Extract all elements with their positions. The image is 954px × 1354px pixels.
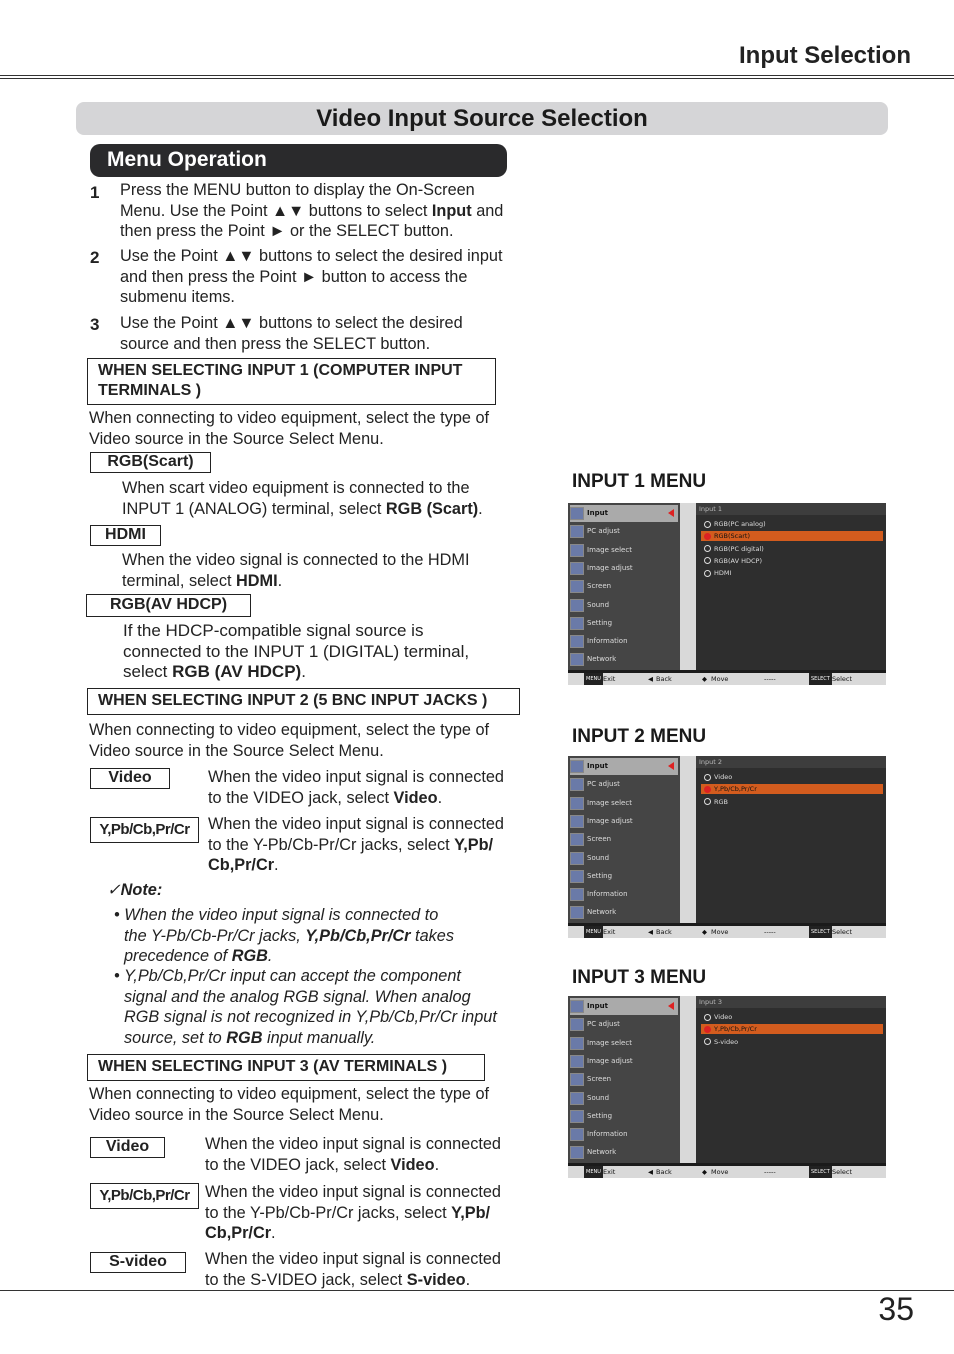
input2-video-desc: When the video input signal is connected to the VIDEO jack, select Video. <box>208 768 504 807</box>
osd-submenu-header: Input 2 <box>696 756 886 768</box>
osd-exit-label: Exit <box>603 675 616 683</box>
radio-icon <box>704 1038 711 1045</box>
osd-menu-item[interactable]: Screen <box>570 578 678 595</box>
screen-icon <box>570 1073 584 1086</box>
select-key-icon: SELECT <box>809 1166 832 1178</box>
osd-exit-label: Exit <box>603 1168 616 1176</box>
step-3-text: Use the Point ▲▼ buttons to select the desired source and then press the SELECT button. <box>120 314 463 353</box>
radio-icon <box>704 533 711 540</box>
screen-icon <box>570 580 584 593</box>
pc-adjust-icon <box>570 1018 584 1031</box>
network-icon <box>570 653 584 666</box>
osd-menu-item[interactable]: Sound <box>570 597 678 614</box>
input-icon <box>570 1000 584 1013</box>
radio-icon <box>704 798 711 805</box>
top-rule-2 <box>0 78 954 79</box>
input-icon <box>570 760 584 773</box>
osd-source-option[interactable]: HDMI <box>701 568 883 578</box>
sound-icon <box>570 599 584 612</box>
osd-menu-item[interactable]: Image select <box>570 795 678 812</box>
osd-source-option[interactable]: RGB(AV HDCP) <box>701 556 883 566</box>
osd-dashes: ----- <box>764 675 776 683</box>
radio-icon <box>704 545 711 552</box>
osd-footer <box>568 673 886 685</box>
input3-intro: When connecting to video equipment, select the type of Video source in the Source Select Menu. <box>89 1085 490 1124</box>
input1-heading: WHEN SELECTING INPUT 1 (COMPUTER INPUT TERMINALS ) <box>87 358 496 405</box>
osd-menu-item[interactable]: Network <box>570 1144 678 1161</box>
image-adjust-icon <box>570 815 584 828</box>
image-adjust-icon <box>570 562 584 575</box>
osd-select-label: Select <box>832 675 853 683</box>
osd-menu-item[interactable]: PC adjust <box>570 1016 678 1033</box>
input3-menu-screenshot <box>568 996 886 1178</box>
note-label: ✓Note: <box>107 881 163 899</box>
osd-menu-item[interactable]: PC adjust <box>570 523 678 540</box>
screen-icon <box>570 833 584 846</box>
osd-source-option[interactable]: Video <box>701 1012 883 1022</box>
osd-move-label: Move <box>711 1168 729 1176</box>
image-select-icon <box>570 1037 584 1050</box>
hdmi-desc: When the video signal is connected to the HDMI terminal, select HDMI. <box>122 551 470 590</box>
rgb-scart-desc: When scart video equipment is connected to the INPUT 1 (ANALOG) terminal, select RGB (Scart). <box>122 479 483 518</box>
osd-arrow-left-icon <box>668 1002 674 1010</box>
osd-menu-item[interactable]: Image adjust <box>570 560 678 577</box>
pc-adjust-icon <box>570 778 584 791</box>
pc-adjust-icon <box>570 525 584 538</box>
input3-menu-label: INPUT 3 MENU <box>572 967 707 988</box>
osd-menu-item[interactable]: Setting <box>570 615 678 632</box>
osd-footer <box>568 1166 886 1178</box>
input2-menu-label: INPUT 2 MENU <box>572 726 707 747</box>
osd-back-label: Back <box>656 928 672 936</box>
osd-menu-item[interactable]: Network <box>570 904 678 921</box>
input3-ypbpr-tag: Y,Pb/Cb,Pr/Cr <box>90 1183 199 1209</box>
menu-key-icon: MENU <box>584 926 603 938</box>
osd-arrow-left-icon <box>668 762 674 770</box>
osd-menu-item[interactable]: Screen <box>570 1071 678 1088</box>
rgb-av-hdcp-tag: RGB(AV HDCP) <box>86 594 251 617</box>
step-1-text: Press the MENU button to display the On-Screen Menu. Use the Point ▲▼ buttons to select Input and then press the Point ► or the SELECT button. <box>120 181 504 240</box>
osd-arrow-left-icon <box>668 509 674 517</box>
rgb-scart-tag: RGB(Scart) <box>90 452 211 473</box>
step-3-number: 3 <box>90 315 100 334</box>
osd-submenu-header: Input 1 <box>696 503 886 515</box>
step-1-number: 1 <box>90 183 100 202</box>
menu-operation-heading: Menu Operation <box>90 144 507 177</box>
image-select-icon <box>570 544 584 557</box>
osd-menu-item[interactable]: PC adjust <box>570 776 678 793</box>
osd-menu-item[interactable]: Sound <box>570 850 678 867</box>
osd-source-option[interactable]: Y,Pb/Cb,Pr/Cr <box>701 1024 883 1034</box>
radio-icon <box>704 774 711 781</box>
sound-icon <box>570 852 584 865</box>
note-1: • When the video input signal is connected to the Y-Pb/Cb-Pr/Cr jacks, Y,Pb/Cb,Pr/Cr takes precedence of RGB. <box>114 906 454 965</box>
radio-icon <box>704 786 711 793</box>
input2-intro: When connecting to video equipment, select the type of Video source in the Source Select Menu. <box>89 721 490 760</box>
osd-source-option[interactable]: RGB(Scart) <box>701 531 883 541</box>
image-adjust-icon <box>570 1055 584 1068</box>
osd-menu-item[interactable]: Network <box>570 651 678 668</box>
input3-svideo-tag: S-video <box>90 1252 186 1273</box>
select-key-icon: SELECT <box>809 926 832 938</box>
footer-rule <box>0 1290 954 1291</box>
osd-separator <box>680 996 696 1163</box>
osd-dashes: ----- <box>764 1168 776 1176</box>
osd-menu-item[interactable]: Input <box>570 758 678 775</box>
osd-menu-item[interactable]: Image adjust <box>570 1053 678 1070</box>
osd-menu-item[interactable]: Setting <box>570 1108 678 1125</box>
information-icon <box>570 1128 584 1141</box>
page-number: 35 <box>878 1291 914 1327</box>
input2-ypbpr-tag: Y,Pb/Cb,Pr/Cr <box>90 817 199 843</box>
setting-icon <box>570 1110 584 1123</box>
information-icon <box>570 635 584 648</box>
osd-menu-item[interactable]: Image select <box>570 542 678 559</box>
osd-source-option[interactable]: RGB <box>701 797 883 807</box>
information-icon <box>570 888 584 901</box>
osd-submenu-header: Input 3 <box>696 996 886 1008</box>
input2-video-tag: Video <box>90 768 170 789</box>
checkmark-icon: ✓ <box>107 881 121 899</box>
menu-key-icon: MENU <box>584 673 603 685</box>
osd-back-label: Back <box>656 675 672 683</box>
osd-menu-item[interactable]: Input <box>570 998 678 1015</box>
move-arrows-icon: ◆ <box>702 1168 707 1176</box>
osd-menu-item[interactable]: Information <box>570 633 678 650</box>
osd-source-option[interactable]: RGB(PC digital) <box>701 544 883 554</box>
osd-source-option[interactable]: Y,Pb/Cb,Pr/Cr <box>701 784 883 794</box>
menu-key-icon: MENU <box>584 1166 603 1178</box>
osd-move-label: Move <box>711 675 729 683</box>
osd-select-label: Select <box>832 1168 853 1176</box>
back-arrow-icon: ◀ <box>648 928 653 936</box>
osd-source-option[interactable]: S-video <box>701 1037 883 1047</box>
radio-icon <box>704 557 711 564</box>
osd-dashes: ----- <box>764 928 776 936</box>
osd-source-option[interactable]: RGB(PC analog) <box>701 519 883 529</box>
note-2: • Y,Pb/Cb,Pr/Cr input can accept the component signal and the analog RGB signal. When analog RGB signal is not recognized in Y,Pb/Cb,Pr/Cr input source, set to RGB input manually. <box>114 967 497 1047</box>
osd-select-label: Select <box>832 928 853 936</box>
step-2-text: Use the Point ▲▼ buttons to select the desired input and then press the Point ► button to access the submenu items. <box>120 247 503 306</box>
input-icon <box>570 507 584 520</box>
move-arrows-icon: ◆ <box>702 675 707 683</box>
osd-menu-item[interactable]: Sound <box>570 1090 678 1107</box>
step-2-number: 2 <box>90 248 100 267</box>
osd-exit-label: Exit <box>603 928 616 936</box>
osd-menu-item[interactable]: Setting <box>570 868 678 885</box>
image-select-icon <box>570 797 584 810</box>
input1-menu-screenshot <box>568 503 886 685</box>
input3-svideo-desc: When the video input signal is connected to the S-VIDEO jack, select S-video. <box>205 1250 501 1289</box>
sound-icon <box>570 1092 584 1105</box>
osd-menu-item[interactable]: Input <box>570 505 678 522</box>
osd-separator <box>680 503 696 670</box>
radio-icon <box>704 1026 711 1033</box>
move-arrows-icon: ◆ <box>702 928 707 936</box>
network-icon <box>570 1146 584 1159</box>
input1-intro: When connecting to video equipment, select the type of Video source in the Source Select Menu. <box>89 409 490 448</box>
osd-menu-item[interactable]: Information <box>570 886 678 903</box>
back-arrow-icon: ◀ <box>648 1168 653 1176</box>
osd-source-option[interactable]: Video <box>701 772 883 782</box>
osd-menu-item[interactable]: Information <box>570 1126 678 1143</box>
osd-footer <box>568 926 886 938</box>
select-key-icon: SELECT <box>809 673 832 685</box>
setting-icon <box>570 870 584 883</box>
input3-video-tag: Video <box>90 1137 165 1158</box>
section-title: Input Selection <box>738 42 911 69</box>
input3-heading: WHEN SELECTING INPUT 3 (AV TERMINALS ) <box>87 1054 485 1081</box>
osd-menu-item[interactable]: Image adjust <box>570 813 678 830</box>
input3-ypbpr-desc: When the video input signal is connected to the Y-Pb/Cb-Pr/Cr jacks, select Y,Pb/ Cb,Pr/Cr. <box>205 1183 501 1242</box>
network-icon <box>570 906 584 919</box>
input2-ypbpr-desc: When the video input signal is connected to the Y-Pb/Cb-Pr/Cr jacks, select Y,Pb/ Cb,Pr/Cr. <box>208 815 504 874</box>
input1-menu-label: INPUT 1 MENU <box>572 471 707 492</box>
osd-separator <box>680 756 696 923</box>
rgb-av-hdcp-desc: If the HDCP-compatible signal source is connected to the INPUT 1 (DIGITAL) terminal, select RGB (AV HDCP). <box>123 621 470 681</box>
radio-icon <box>704 570 711 577</box>
setting-icon <box>570 617 584 630</box>
input3-video-desc: When the video input signal is connected to the VIDEO jack, select Video. <box>205 1135 501 1174</box>
input2-heading: WHEN SELECTING INPUT 2 (5 BNC INPUT JACKS ) <box>87 688 520 715</box>
osd-menu-item[interactable]: Image select <box>570 1035 678 1052</box>
radio-icon <box>704 1014 711 1021</box>
radio-icon <box>704 521 711 528</box>
osd-move-label: Move <box>711 928 729 936</box>
osd-back-label: Back <box>656 1168 672 1176</box>
osd-menu-item[interactable]: Screen <box>570 831 678 848</box>
top-rule <box>0 75 954 76</box>
page-banner: Video Input Source Selection <box>76 102 888 135</box>
input2-menu-screenshot <box>568 756 886 938</box>
back-arrow-icon: ◀ <box>648 675 653 683</box>
hdmi-tag: HDMI <box>90 525 161 546</box>
